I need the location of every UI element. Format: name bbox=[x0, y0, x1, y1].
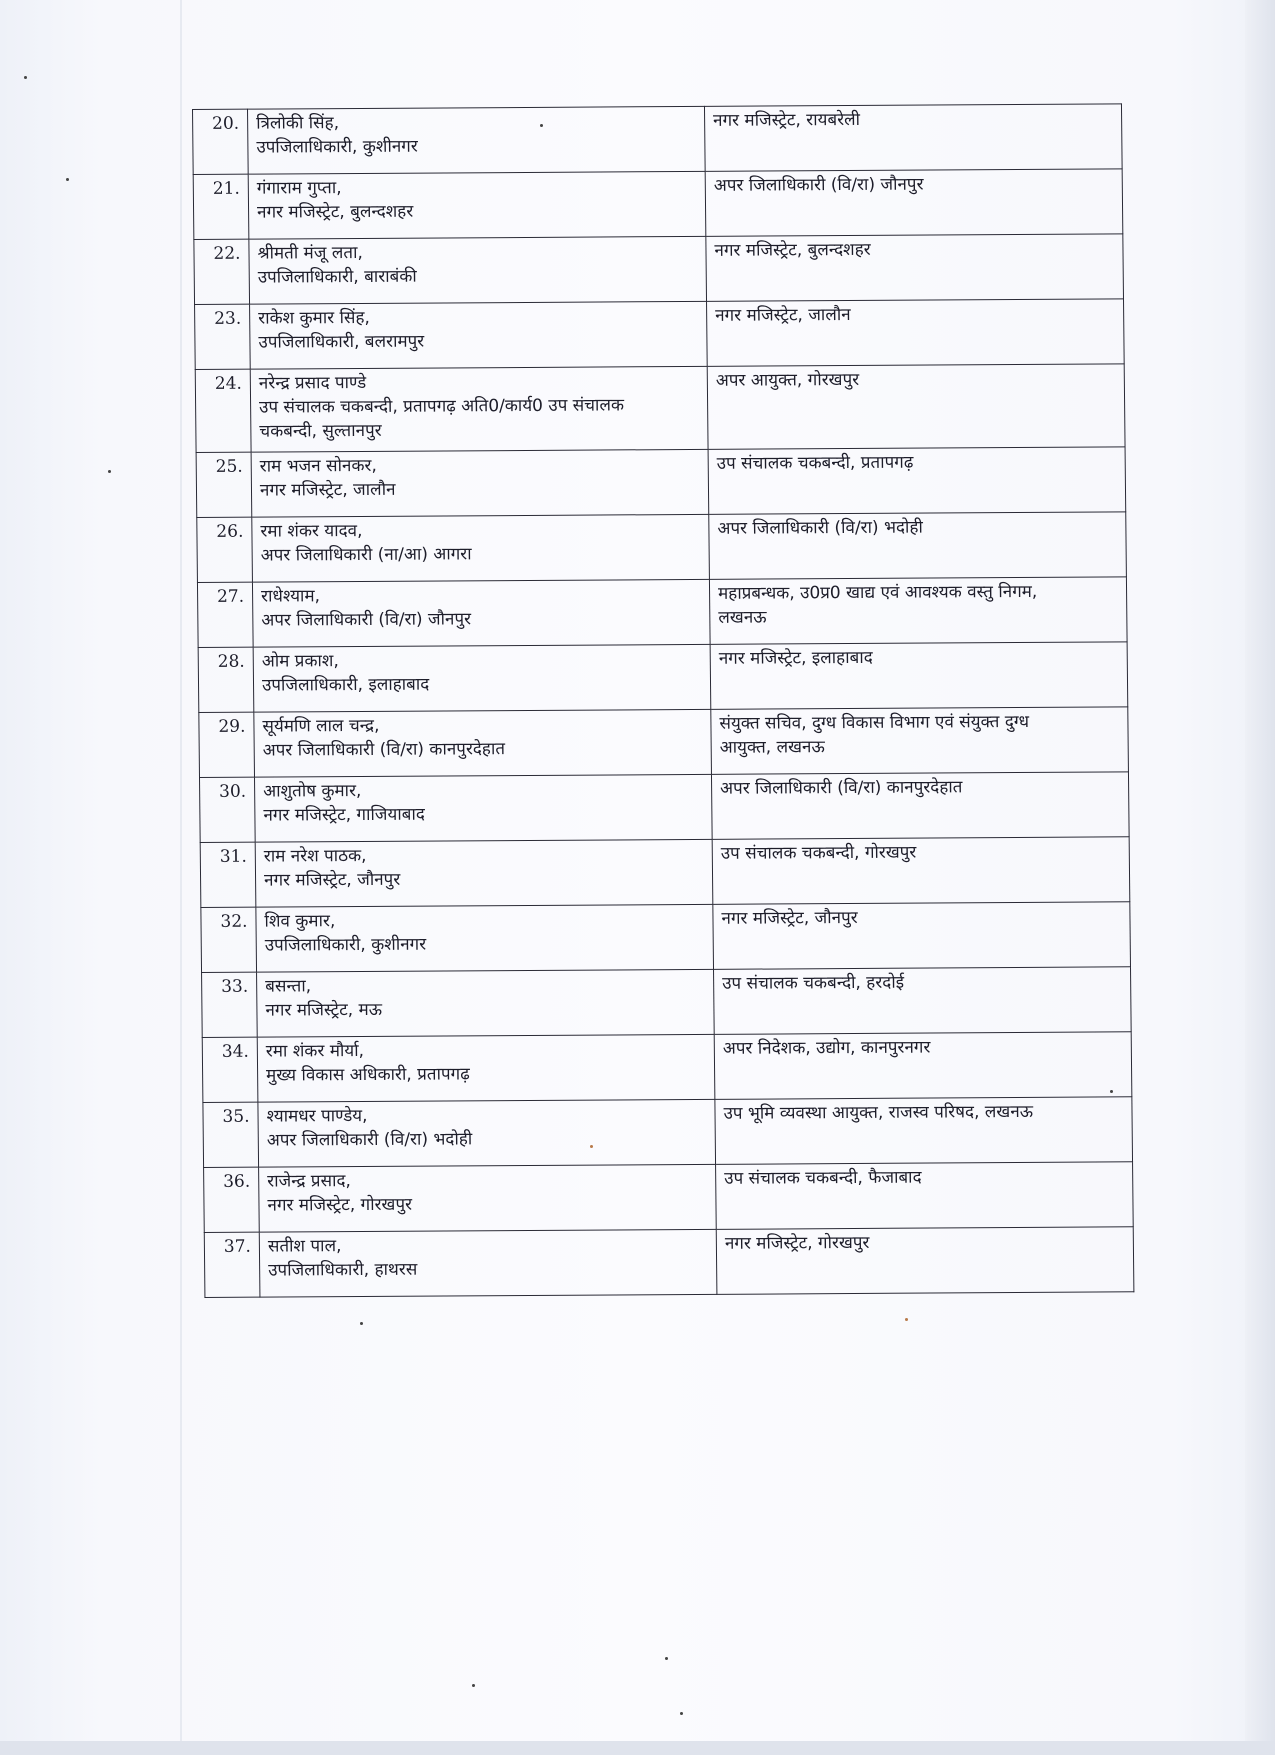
serial-number: 33. bbox=[202, 972, 258, 1037]
new-posting bbox=[709, 512, 1127, 580]
officer-current-posting bbox=[248, 171, 706, 239]
serial-number: 21. bbox=[193, 174, 249, 239]
scan-speck bbox=[108, 470, 111, 473]
officer-current-posting bbox=[250, 301, 708, 369]
officer-current-posting bbox=[255, 839, 713, 907]
table-row bbox=[200, 837, 1130, 908]
new-posting bbox=[712, 837, 1130, 905]
serial-number: 24. bbox=[195, 369, 251, 452]
scan-speck bbox=[680, 1712, 683, 1715]
new-posting bbox=[714, 967, 1132, 1035]
new-posting bbox=[708, 447, 1126, 515]
serial-number: 27. bbox=[197, 582, 253, 647]
page-bottom-edge bbox=[0, 1741, 1275, 1755]
officer-current-posting bbox=[254, 774, 712, 842]
serial-number: 25. bbox=[196, 452, 252, 517]
current-post-line: उपजिलाधिकारी, कुशीनगर bbox=[256, 136, 418, 158]
new-post-line: अपर जिलाधिकारी (वि/रा) कानपुरदेहात bbox=[720, 777, 963, 799]
table-row bbox=[203, 1097, 1133, 1168]
scan-speck bbox=[360, 1322, 363, 1325]
officer-current-posting bbox=[257, 1034, 715, 1102]
current-post-line: मुख्य विकास अधिकारी, प्रतापगढ़ bbox=[266, 1064, 470, 1086]
new-post-line: उप संचालक चकबन्दी, गोरखपुर bbox=[720, 842, 917, 864]
table-row bbox=[193, 169, 1123, 240]
new-posting bbox=[710, 642, 1128, 710]
table-row bbox=[197, 512, 1127, 583]
new-post-line: अपर निदेशक, उद्योग, कानपुरनगर bbox=[722, 1037, 931, 1059]
current-post-line: नगर मजिस्ट्रेट, गाजियाबाद bbox=[263, 804, 425, 826]
officer-current-posting bbox=[257, 969, 715, 1037]
current-post-line: उपजिलाधिकारी, हाथरस bbox=[268, 1259, 418, 1281]
table-row bbox=[196, 447, 1126, 518]
table-row bbox=[202, 967, 1132, 1038]
officer-name: ओम प्रकाश, bbox=[261, 651, 339, 672]
new-post-line: उप संचालक चकबन्दी, फैजाबाद bbox=[724, 1167, 922, 1189]
new-posting bbox=[716, 1162, 1134, 1230]
new-post-line: उप संचालक चकबन्दी, प्रतापगढ़ bbox=[716, 452, 914, 474]
officer-name: रमा शंकर यादव, bbox=[260, 520, 363, 542]
new-post-line: संयुक्त सचिव, दुग्ध विकास विभाग एवं संयुक्त दुग्ध bbox=[719, 711, 1030, 734]
serial-number: 23. bbox=[195, 304, 251, 369]
current-post-line: उपजिलाधिकारी, बलरामपुर bbox=[258, 331, 425, 353]
new-posting bbox=[711, 772, 1129, 840]
officer-current-posting bbox=[258, 1099, 716, 1167]
officer-name: राधेश्याम, bbox=[261, 586, 321, 607]
table-row bbox=[199, 707, 1129, 778]
new-posting bbox=[716, 1227, 1134, 1295]
serial-number: 36. bbox=[204, 1167, 260, 1232]
officer-name: त्रिलोकी सिंह, bbox=[256, 113, 340, 134]
new-posting bbox=[714, 1032, 1132, 1100]
scan-speck bbox=[472, 1684, 475, 1687]
current-post-line: अपर जिलाधिकारी (वि/रा) भदोही bbox=[266, 1129, 473, 1151]
table-row bbox=[201, 902, 1131, 973]
new-post-line: लखनऊ bbox=[718, 607, 767, 628]
officer-name: राजेन्द्र प्रसाद, bbox=[267, 1171, 351, 1192]
new-posting bbox=[704, 104, 1122, 172]
new-post-line: उप भूमि व्यवस्था आयुक्त, राजस्व परिषद, लखनऊ bbox=[723, 1101, 1034, 1124]
table-row bbox=[193, 104, 1123, 175]
current-post-line: चकबन्दी, सुल्तानपुर bbox=[259, 420, 382, 442]
table-row bbox=[197, 577, 1127, 648]
table-row bbox=[204, 1162, 1134, 1233]
officer-name: बसन्ता, bbox=[265, 976, 312, 997]
current-post-line: नगर मजिस्ट्रेट, बुलन्दशहर bbox=[256, 201, 414, 223]
serial-number: 35. bbox=[203, 1102, 259, 1167]
current-post-line: अपर जिलाधिकारी (वि/रा) जौनपुर bbox=[261, 609, 472, 631]
current-post-line: उपजिलाधिकारी, बाराबंकी bbox=[257, 266, 417, 288]
serial-number: 22. bbox=[194, 239, 250, 304]
officer-current-posting bbox=[254, 709, 712, 777]
page-right-edge bbox=[1245, 0, 1275, 1755]
new-post-line: उप संचालक चकबन्दी, हरदोई bbox=[722, 972, 905, 994]
officer-name: राकेश कुमार सिंह, bbox=[258, 307, 370, 329]
current-post-line: उप संचालक चकबन्दी, प्रतापगढ़ अति0/कार्य0 उप संचालक bbox=[259, 395, 625, 418]
new-post-line: नगर मजिस्ट्रेट, गोरखपुर bbox=[724, 1232, 870, 1254]
officer-name: गंगाराम गुप्ता, bbox=[256, 178, 342, 199]
table-row bbox=[198, 642, 1128, 713]
officer-current-posting bbox=[251, 449, 709, 517]
serial-number: 37. bbox=[204, 1232, 260, 1297]
new-posting bbox=[709, 577, 1127, 645]
officer-name: श्रीमती मंजू लता, bbox=[257, 242, 363, 264]
table-row bbox=[194, 234, 1124, 305]
new-post-line: महाप्रबन्धक, उ0प्र0 खाद्य एवं आवश्यक वस्तु निगम, bbox=[717, 581, 1038, 604]
officer-current-posting bbox=[256, 904, 714, 972]
table-row bbox=[202, 1032, 1132, 1103]
scan-speck bbox=[905, 1318, 908, 1321]
new-post-line: नगर मजिस्ट्रेट, रायबरेली bbox=[713, 109, 861, 131]
officer-current-posting bbox=[259, 1229, 717, 1297]
officer-name: राम भजन सोनकर, bbox=[259, 455, 377, 477]
current-post-line: नगर मजिस्ट्रेट, मऊ bbox=[265, 999, 383, 1021]
officer-current-posting bbox=[248, 106, 706, 174]
new-posting bbox=[706, 234, 1124, 302]
new-posting bbox=[707, 364, 1125, 450]
new-posting bbox=[711, 707, 1129, 775]
officer-current-posting bbox=[252, 514, 710, 582]
current-post-line: अपर जिलाधिकारी (ना/आ) आगरा bbox=[260, 544, 472, 566]
new-post-line: अपर आयुक्त, गोरखपुर bbox=[715, 369, 860, 391]
officer-current-posting bbox=[250, 366, 708, 452]
new-posting bbox=[707, 299, 1125, 367]
officer-current-posting bbox=[252, 579, 710, 647]
transfer-postings-table bbox=[192, 103, 1134, 1298]
new-posting bbox=[713, 902, 1131, 970]
table-row bbox=[195, 299, 1125, 370]
new-post-line: नगर मजिस्ट्रेट, जौनपुर bbox=[721, 907, 858, 929]
officer-name: सतीश पाल, bbox=[267, 1236, 342, 1257]
new-post-line: आयुक्त, लखनऊ bbox=[719, 737, 825, 758]
table-row bbox=[204, 1227, 1134, 1298]
new-posting bbox=[705, 169, 1123, 237]
current-post-line: नगर मजिस्ट्रेट, गोरखपुर bbox=[267, 1194, 413, 1216]
current-post-line: उपजिलाधिकारी, इलाहाबाद bbox=[261, 674, 430, 696]
table-body bbox=[193, 104, 1134, 1298]
table-row bbox=[200, 772, 1130, 843]
scan-speck bbox=[66, 178, 69, 181]
officer-name: श्यामधर पाण्डेय, bbox=[266, 1105, 368, 1127]
officer-current-posting bbox=[259, 1164, 717, 1232]
officer-name: आशुतोष कुमार, bbox=[263, 781, 362, 802]
officer-name: सूर्यमणि लाल चन्द्र, bbox=[262, 715, 380, 737]
scan-speck bbox=[24, 76, 27, 79]
serial-number: 28. bbox=[198, 647, 254, 712]
officer-name: नरेन्द्र प्रसाद पाण्डे bbox=[258, 372, 367, 394]
new-post-line: नगर मजिस्ट्रेट, इलाहाबाद bbox=[718, 647, 873, 669]
current-post-line: नगर मजिस्ट्रेट, जौनपुर bbox=[263, 869, 401, 891]
new-post-line: अपर जिलाधिकारी (वि/रा) भदोही bbox=[717, 517, 923, 539]
serial-number: 29. bbox=[199, 712, 255, 777]
serial-number: 30. bbox=[200, 777, 256, 842]
new-post-line: नगर मजिस्ट्रेट, बुलन्दशहर bbox=[714, 239, 871, 261]
officer-name: राम नरेश पाठक, bbox=[263, 845, 367, 867]
serial-number: 34. bbox=[202, 1037, 258, 1102]
officer-current-posting bbox=[253, 644, 711, 712]
officer-current-posting bbox=[249, 236, 707, 304]
serial-number: 20. bbox=[193, 109, 249, 174]
current-post-line: नगर मजिस्ट्रेट, जालौन bbox=[259, 479, 396, 501]
serial-number: 26. bbox=[197, 517, 253, 582]
current-post-line: उपजिलाधिकारी, कुशीनगर bbox=[264, 934, 427, 956]
new-post-line: अपर जिलाधिकारी (वि/रा) जौनपुर bbox=[713, 174, 924, 196]
officer-name: रमा शंकर मौर्या, bbox=[265, 1041, 365, 1062]
page-fold-shadow bbox=[180, 0, 182, 1755]
officer-name: शिव कुमार, bbox=[264, 911, 336, 932]
new-posting bbox=[715, 1097, 1133, 1165]
new-post-line: नगर मजिस्ट्रेट, जालौन bbox=[715, 304, 851, 326]
current-post-line: अपर जिलाधिकारी (वि/रा) कानपुरदेहात bbox=[262, 739, 506, 761]
table-row bbox=[195, 364, 1125, 453]
serial-number: 31. bbox=[200, 842, 256, 907]
serial-number: 32. bbox=[201, 907, 257, 972]
scan-speck bbox=[665, 1657, 668, 1660]
